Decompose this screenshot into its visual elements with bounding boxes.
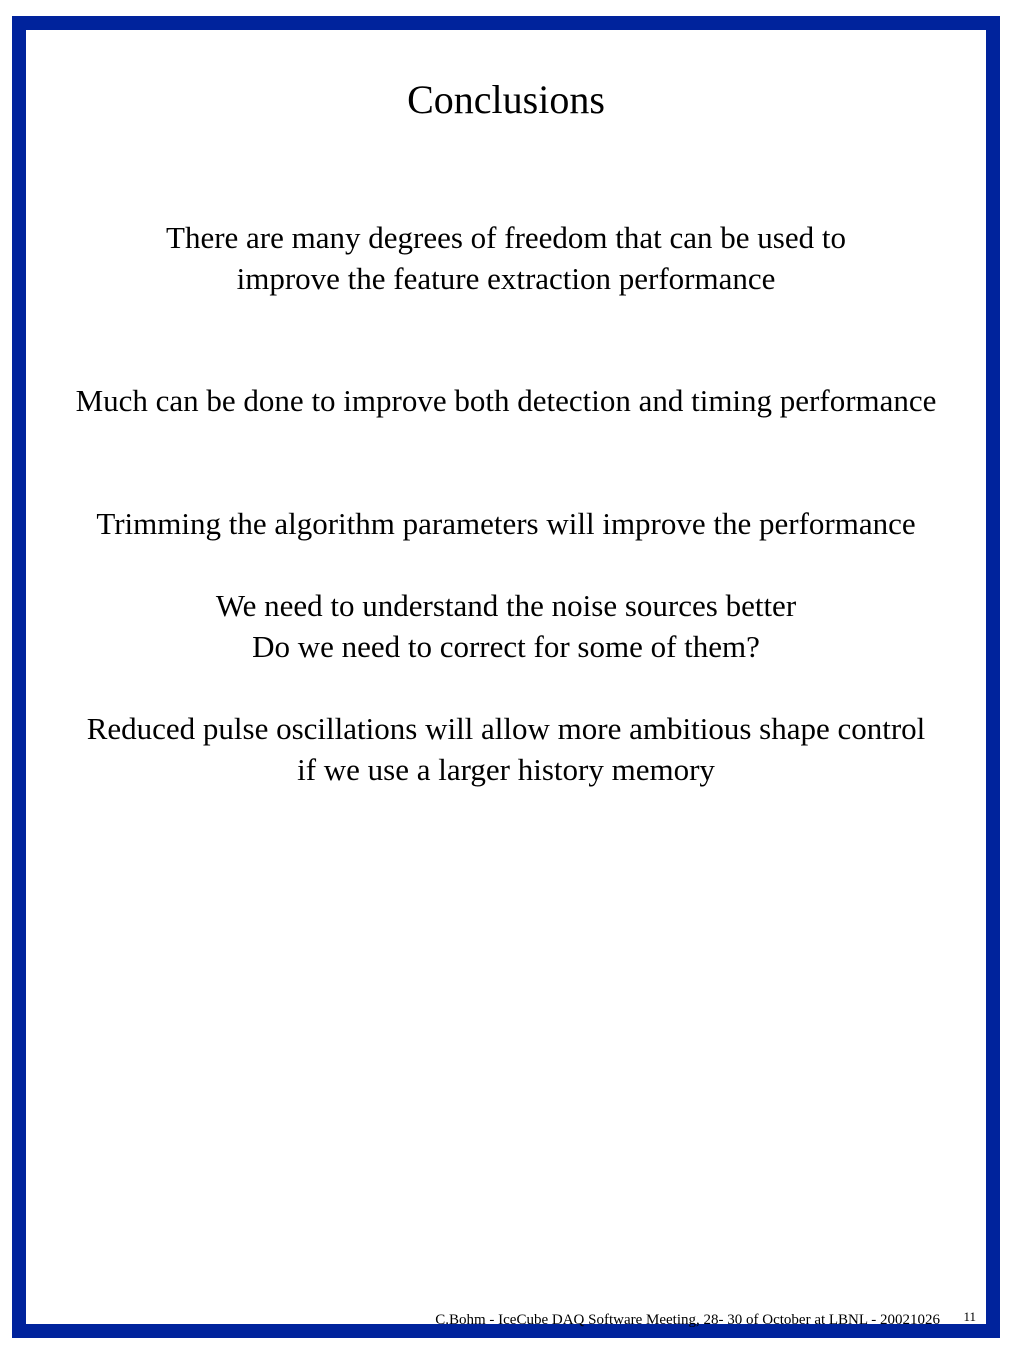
conclusion-line-5: We need to understand the noise sources better [215, 588, 797, 623]
slide-frame [12, 16, 1000, 1338]
conclusion-line-4: Trimming the algorithm parameters will improve the performance [96, 506, 916, 541]
slide-footer: C.Bohm - IceCube DAQ Software Meeting, 28- 30 of October at LBNL - 20021026 [435, 1312, 940, 1328]
conclusion-line-1: There are many degrees of freedom that can be used to [166, 220, 846, 255]
slide-title: Conclusions [407, 77, 605, 122]
conclusion-line-6: Do we need to correct for some of them? [252, 629, 760, 664]
conclusion-line-2: improve the feature extraction performance [236, 261, 776, 296]
page-number: 11 [963, 1309, 976, 1324]
conclusion-line-3: Much can be done to improve both detection and timing performance [75, 383, 937, 418]
conclusion-line-7: Reduced pulse oscillations will allow more ambitious shape control [86, 711, 926, 746]
conclusion-line-8: if we use a larger history memory [297, 752, 715, 787]
